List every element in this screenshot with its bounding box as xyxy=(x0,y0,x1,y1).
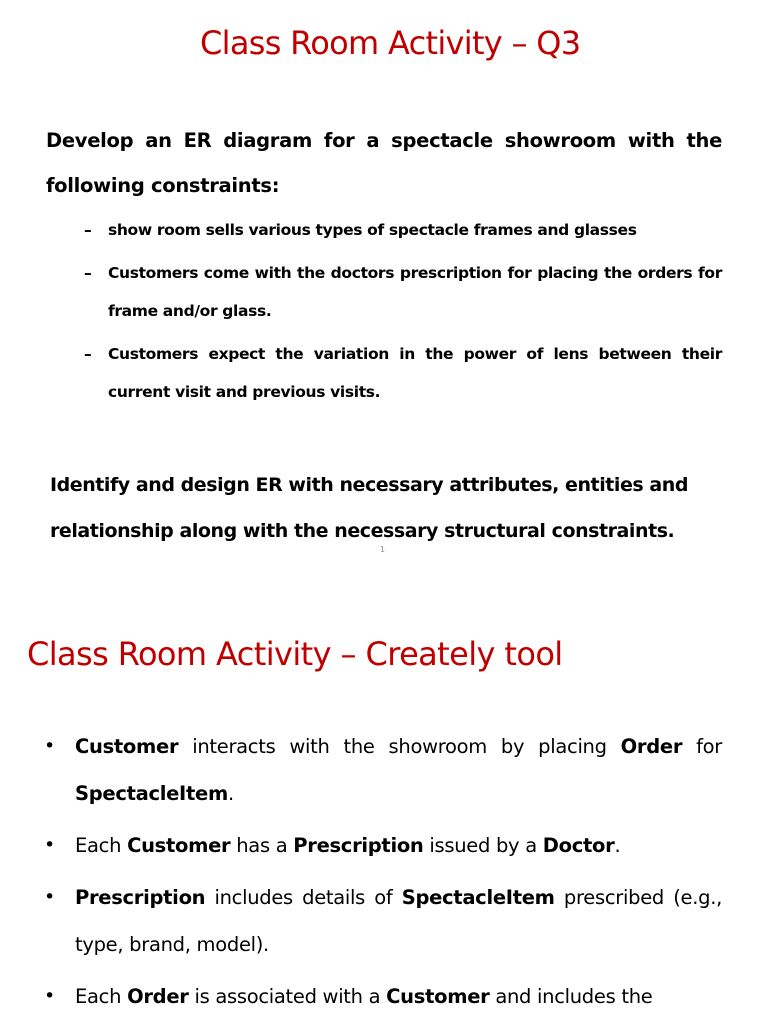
text-run: includes details of xyxy=(205,886,402,909)
entity-term: Prescription xyxy=(75,886,206,909)
dash-bullet-icon: – xyxy=(84,345,92,363)
requirement-text xyxy=(75,822,722,869)
requirement-text xyxy=(75,723,722,817)
entity-term: Customer xyxy=(386,985,490,1008)
text-run: and includes the xyxy=(489,985,653,1008)
constraint-text: show room sells various types of spectacle frames and glasses xyxy=(108,221,637,239)
text-run: interacts with the showroom by placing xyxy=(178,735,621,758)
requirement-item xyxy=(44,973,722,1020)
requirement-item xyxy=(44,822,722,869)
requirement-text xyxy=(75,874,722,968)
entity-term: Doctor xyxy=(542,834,615,857)
text-run: for xyxy=(682,735,722,758)
requirement-text xyxy=(75,973,722,1020)
text-run: . xyxy=(227,782,234,805)
dash-bullet-icon: – xyxy=(84,221,92,239)
text-run: has a xyxy=(230,834,294,857)
entity-term: Prescription xyxy=(293,834,424,857)
constraint-item xyxy=(84,254,722,330)
text-run: issued by a xyxy=(423,834,543,857)
constraint-item xyxy=(84,335,722,411)
task-text: Identify and design ER with necessary attributes, entities and relationship along with the necessary structural constraints. xyxy=(50,474,689,542)
page-number: 1 xyxy=(380,545,386,554)
constraint-item xyxy=(84,211,722,249)
entity-term: Customer xyxy=(75,735,179,758)
entity-term: SpectacleItem xyxy=(401,886,555,909)
requirement-item xyxy=(44,723,722,817)
requirement-item xyxy=(44,874,722,968)
entity-term: Customer xyxy=(127,834,231,857)
dash-bullet-icon: – xyxy=(84,264,92,282)
text-run: is associated with a xyxy=(188,985,387,1008)
constraint-text: Customers come with the doctors prescription for placing the orders for frame and/or glass. xyxy=(108,264,722,320)
entity-term: Order xyxy=(620,735,683,758)
slide-title-q3: Class Room Activity – Q3 xyxy=(200,24,581,62)
text-run: Each xyxy=(75,834,128,857)
text-run: prescribed (e.g., type, brand, model). xyxy=(75,886,722,956)
text-run: . xyxy=(614,834,621,857)
bullet-dot-icon: • xyxy=(44,886,56,908)
bullet-dot-icon: • xyxy=(44,735,56,757)
slide-title-creately: Class Room Activity – Creately tool xyxy=(27,635,563,673)
intro-text: Develop an ER diagram for a spectacle showroom with the following constraints: xyxy=(46,129,722,197)
slide-creately-tool xyxy=(0,585,768,1024)
text-run: Each xyxy=(75,985,128,1008)
bullet-dot-icon: • xyxy=(44,985,56,1007)
constraint-list xyxy=(84,211,722,416)
requirement-list xyxy=(44,723,722,1024)
entity-term: SpectacleItem xyxy=(75,782,228,805)
constraint-text: Customers expect the variation in the power of lens between their current visit and previous visits. xyxy=(108,345,722,401)
entity-term: Order xyxy=(127,985,189,1008)
bullet-dot-icon: • xyxy=(44,834,56,856)
